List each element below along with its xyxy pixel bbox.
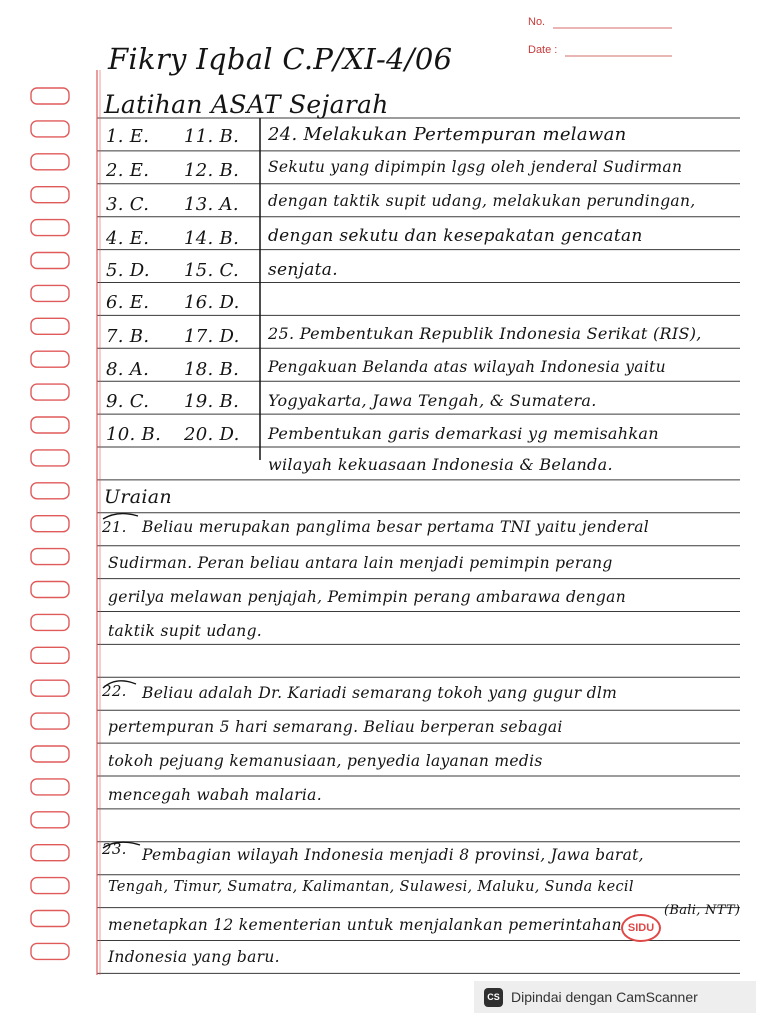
no-label: No. bbox=[528, 16, 546, 28]
essay-line: Pembagian wilayah Indonesia menjadi 8 provinsi, Jawa barat, bbox=[142, 846, 644, 864]
answer-24-line: senjata. bbox=[268, 260, 338, 280]
essay-line: taktik supit udang. bbox=[108, 622, 263, 640]
answer-25-line: wilayah kekuasaan Indonesia & Belanda. bbox=[268, 455, 613, 474]
essay-line: mencegah wabah malaria. bbox=[108, 786, 322, 804]
student-name-class: Fikry Iqbal C.P/XI-4/06 bbox=[108, 42, 453, 76]
binder-hole-icon bbox=[31, 713, 69, 729]
mc-answer-right: 19. B. bbox=[184, 391, 240, 412]
mc-answer-right: 16. D. bbox=[184, 292, 240, 313]
camscanner-label: Dipindai dengan CamScanner bbox=[511, 989, 698, 1005]
mc-answer-left: 8. A. bbox=[106, 359, 150, 380]
answer-25-line: Yogyakarta, Jawa Tengah, & Sumatera. bbox=[268, 391, 597, 410]
answer-24-line: 24. Melakukan Pertempuran melawan bbox=[268, 124, 627, 145]
camscanner-icon: CS bbox=[484, 988, 503, 1007]
binder-hole-icon bbox=[31, 88, 69, 104]
essay-note: (Bali, NTT) bbox=[664, 903, 741, 918]
binder-hole-icon bbox=[31, 450, 69, 466]
mc-answer-right: 12. B. bbox=[184, 160, 240, 181]
date-label: Date : bbox=[528, 44, 558, 56]
answer-25-line: 25. Pembentukan Republik Indonesia Serikat (RIS), bbox=[268, 324, 702, 343]
mc-answer-left: 3. C. bbox=[106, 194, 150, 215]
essay-line: gerilya melawan penjajah, Pemimpin perang ambarawa dengan bbox=[108, 588, 626, 606]
answer-24-line: dengan taktik supit udang, melakukan perundingan, bbox=[268, 192, 696, 210]
mc-answer-right: 20. D. bbox=[184, 424, 240, 445]
stamp-label: SIDU bbox=[627, 922, 655, 934]
binder-hole-icon bbox=[31, 779, 69, 795]
binder-hole-icon bbox=[31, 285, 69, 301]
essay-line: Tengah, Timur, Sumatra, Kalimantan, Sulawesi, Maluku, Sunda kecil bbox=[108, 879, 634, 895]
answer-24-line: dengan sekutu dan kesepakatan gencatan bbox=[268, 226, 643, 246]
binder-holes bbox=[31, 88, 69, 959]
binder-hole-icon bbox=[31, 845, 69, 861]
essay-line: pertempuran 5 hari semarang. Beliau berperan sebagai bbox=[108, 718, 563, 736]
binder-hole-icon bbox=[31, 549, 69, 565]
essay-line: Indonesia yang baru. bbox=[108, 948, 280, 966]
mc-answer-left: 6. E. bbox=[106, 292, 150, 313]
binder-hole-icon bbox=[31, 943, 69, 959]
mc-answer-left: 4. E. bbox=[106, 228, 150, 249]
essay-number: 21. bbox=[102, 518, 127, 536]
mc-answer-left: 2. E. bbox=[106, 160, 150, 181]
binder-hole-icon bbox=[31, 746, 69, 762]
binder-hole-icon bbox=[31, 417, 69, 433]
essay-line: menetapkan 12 kementerian untuk menjalankan pemerintahan bbox=[108, 916, 622, 934]
answer-25-line: Pengakuan Belanda atas wilayah Indonesia yaitu bbox=[268, 358, 666, 376]
binder-hole-icon bbox=[31, 614, 69, 630]
binder-hole-icon bbox=[31, 647, 69, 663]
stamp-icon bbox=[621, 914, 661, 942]
mc-answer-right: 18. B. bbox=[184, 359, 240, 380]
binder-hole-icon bbox=[31, 680, 69, 696]
binder-hole-icon bbox=[31, 351, 69, 367]
mc-answer-right: 14. B. bbox=[184, 228, 240, 249]
mc-answer-left: 1. E. bbox=[106, 126, 150, 147]
mc-answer-left: 10. B. bbox=[106, 424, 162, 445]
binder-hole-icon bbox=[31, 812, 69, 828]
essay-line: Sudirman. Peran beliau antara lain menjadi pemimpin perang bbox=[108, 554, 613, 572]
binder-hole-icon bbox=[31, 220, 69, 236]
binder-hole-icon bbox=[31, 582, 69, 598]
mc-answer-right: 17. D. bbox=[184, 326, 240, 347]
essay-line: tokoh pejuang kemanusiaan, penyedia layanan medis bbox=[108, 752, 543, 770]
mc-answer-left: 7. B. bbox=[106, 326, 150, 347]
binder-hole-icon bbox=[31, 253, 69, 269]
mc-answer-right: 11. B. bbox=[184, 126, 240, 147]
binder-hole-icon bbox=[31, 516, 69, 532]
mc-answer-right: 15. C. bbox=[184, 260, 240, 281]
answer-25-line: Pembentukan garis demarkasi yg memisahkan bbox=[268, 424, 659, 443]
essay-line: Beliau merupakan panglima besar pertama TNI yaitu jenderal bbox=[142, 518, 650, 536]
essay-line: Beliau adalah Dr. Kariadi semarang tokoh yang gugur dlm bbox=[142, 684, 618, 702]
mc-answer-left: 9. C. bbox=[106, 391, 150, 412]
camscanner-watermark bbox=[474, 981, 756, 1013]
mc-answer-left: 5. D. bbox=[106, 260, 150, 281]
binder-hole-icon bbox=[31, 878, 69, 894]
page-title: Latihan ASAT Sejarah bbox=[104, 90, 389, 119]
binder-hole-icon bbox=[31, 154, 69, 170]
uraian-heading: Uraian bbox=[104, 486, 172, 508]
binder-hole-icon bbox=[31, 318, 69, 334]
mc-answer-right: 13. A. bbox=[184, 194, 239, 215]
binder-hole-icon bbox=[31, 121, 69, 137]
binder-hole-icon bbox=[31, 911, 69, 927]
binder-hole-icon bbox=[31, 483, 69, 499]
essay-number: 23. bbox=[102, 840, 127, 858]
essay-number: 22. bbox=[102, 682, 127, 700]
binder-hole-icon bbox=[31, 187, 69, 203]
binder-hole-icon bbox=[31, 384, 69, 400]
answer-24-line: Sekutu yang dipimpin lgsg oleh jenderal Sudirman bbox=[268, 158, 683, 176]
